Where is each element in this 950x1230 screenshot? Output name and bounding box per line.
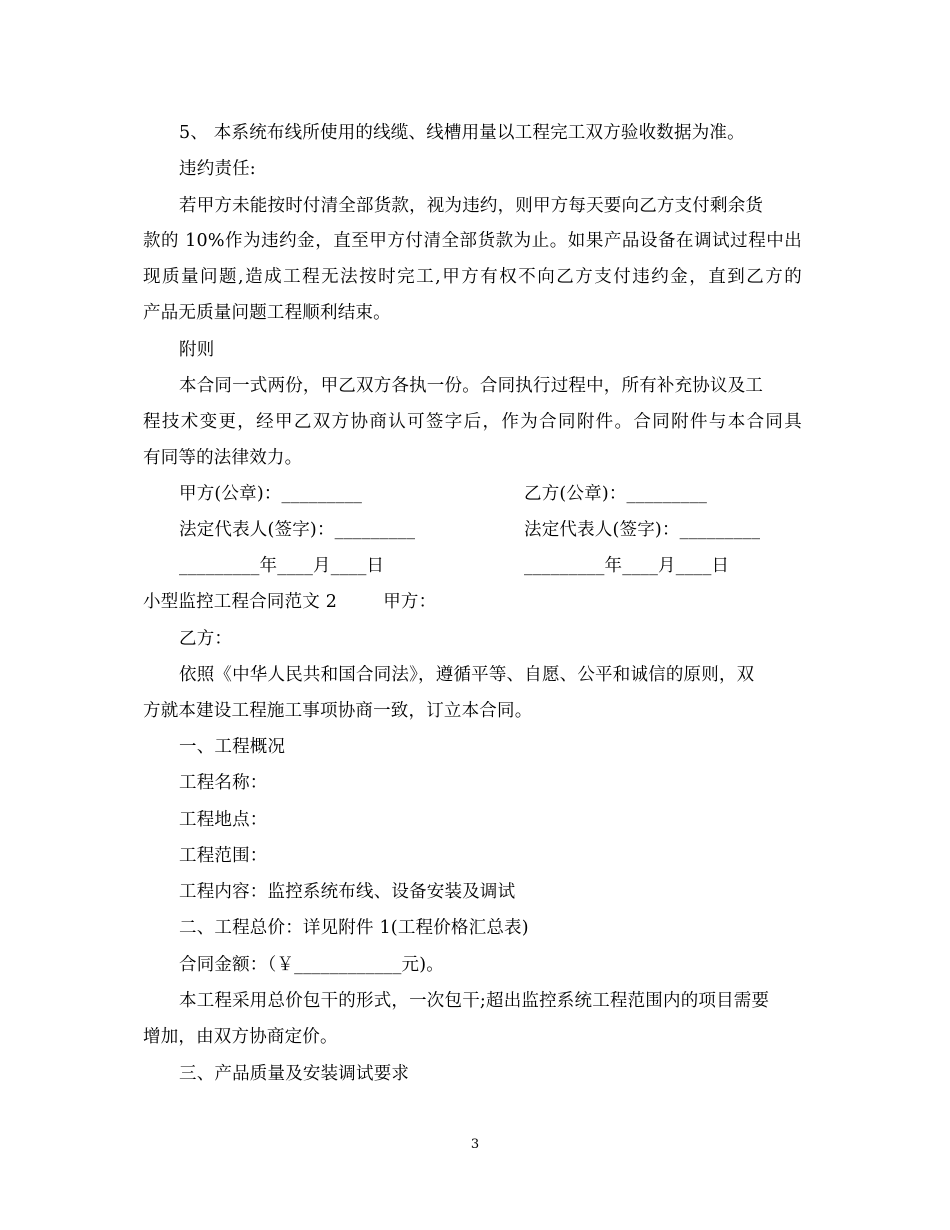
project-name-field: 工程名称：	[179, 773, 268, 793]
breach-paragraph-line-3: 现质量问题,造成工程无法按时完工,甲方有权不向乙方支付违约金，直到乙方的	[143, 267, 802, 287]
contract-2-title: 小型监控工程合同范文 2 甲方：	[143, 592, 437, 612]
project-content-field: 工程内容：监控系统布线、设备安装及调试	[179, 882, 516, 902]
breach-paragraph-line-1: 若甲方未能按时付清全部货款，视为违约，则甲方每天要向乙方支付剩余货	[179, 196, 764, 216]
appendix-heading: 附则	[179, 340, 215, 360]
contract-amount-field: 合同金额：（￥____________元)。	[179, 955, 444, 975]
party-b-seal-field: 乙方(公章)：_________	[524, 484, 708, 504]
basis-paragraph-line-1: 依照《中华人民共和国合同法》，遵循平等、自愿、公平和诚信的原则，双	[179, 665, 755, 685]
basis-paragraph-line-2: 方就本建设工程施工事项协商一致，订立本合同。	[143, 701, 533, 721]
page-number: 3	[470, 1137, 480, 1152]
party-a-date-field: _________年____月____日	[179, 556, 385, 576]
breach-paragraph-line-4: 产品无质量问题工程顺利结束。	[143, 303, 391, 323]
lump-sum-paragraph-line-1: 本工程采用总价包干的形式，一次包干;超出监控系统工程范围内的项目需要	[179, 991, 770, 1011]
appendix-paragraph-line-1: 本合同一式两份，甲乙双方各执一份。合同执行过程中，所有补充协议及工	[179, 376, 764, 396]
clause-5: 5、 本系统布线所使用的线缆、线槽用量以工程完工双方验收数据为准。	[179, 123, 745, 143]
party-b-date-field: _________年____月____日	[524, 556, 730, 576]
section-3-heading: 三、产品质量及安装调试要求	[179, 1064, 410, 1084]
lump-sum-paragraph-line-2: 增加，由双方协商定价。	[143, 1027, 338, 1047]
appendix-paragraph-line-2: 程技术变更，经甲乙双方协商认可签字后，作为合同附件。合同附件与本合同具	[143, 412, 802, 432]
party-a-seal-field: 甲方(公章)：_________	[179, 484, 363, 504]
section-1-heading: 一、工程概况	[179, 737, 286, 757]
party-b-representative-field: 法定代表人(签字)：_________	[524, 520, 761, 540]
project-scope-field: 工程范围：	[179, 846, 268, 866]
project-location-field: 工程地点：	[179, 810, 268, 830]
appendix-paragraph-line-3: 有同等的法律效力。	[143, 448, 303, 468]
breach-paragraph-line-2: 款的 10%作为违约金，直至甲方付清全部货款为止。如果产品设备在调试过程中出	[143, 231, 802, 251]
breach-heading: 违约责任:	[179, 159, 256, 179]
party-a-representative-field: 法定代表人(签字)：_________	[179, 520, 416, 540]
party-b-label: 乙方：	[179, 629, 233, 649]
section-2-heading: 二、工程总价：详见附件 1(工程价格汇总表)	[179, 918, 529, 938]
